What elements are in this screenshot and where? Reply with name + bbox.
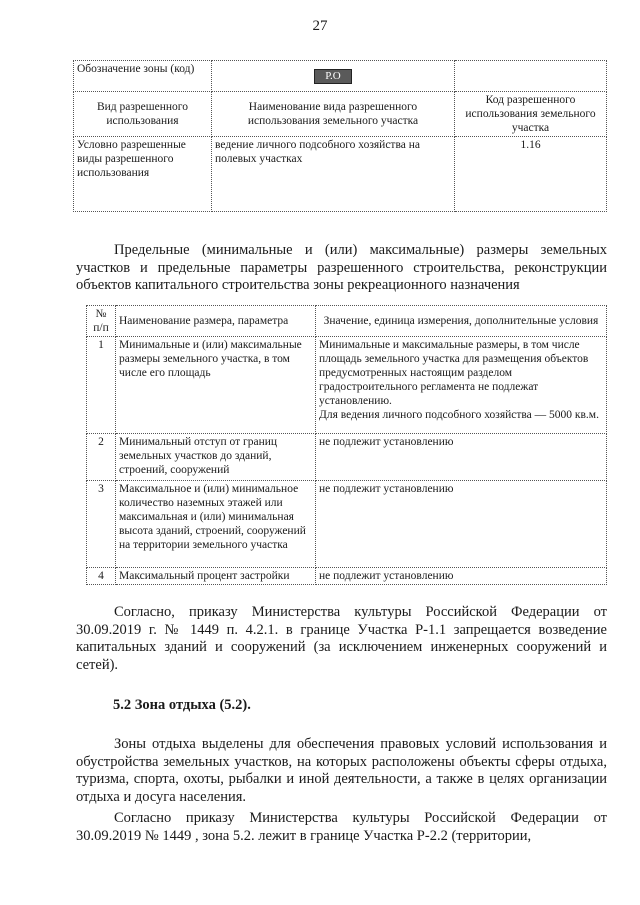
- row-value-note: Для ведения личного подсобного хозяйства — 5000 кв.м.: [319, 409, 599, 421]
- params-title: Предельные (минимальные и (или) максимальные) размеры земельных участков и предельные параметры разрешенного строительства, реконструкции объектов капитального строительства зоны рекреационного назначения: [76, 242, 607, 293]
- row-num: 4: [87, 568, 116, 585]
- zone-table: [73, 60, 607, 212]
- section-heading: 5.2 Зона отдыха (5.2).: [113, 697, 251, 713]
- row-value: не подлежит установлению: [316, 568, 607, 585]
- row-param: Минимальные и (или) максимальные размеры земельного участка, в том числе его площадь: [116, 337, 316, 434]
- header-param: Наименование размера, параметра: [116, 306, 316, 337]
- row-num: 2: [87, 434, 116, 481]
- page-number: 27: [312, 18, 328, 34]
- paragraph-ministry-order-2: Согласно приказу Министерства культуры Российской Федерации от 30.09.2019 № 1449 , зона 5.2. лежит в границе Участка Р-2.2 (территории,: [76, 810, 607, 844]
- use-code-cell: 1.16: [455, 137, 607, 212]
- row-num: 3: [87, 481, 116, 568]
- header-use-name: Наименование вида разрешенного использования земельного участка: [212, 92, 455, 137]
- row-value: не подлежит установлению: [316, 481, 607, 568]
- row-param: Минимальный отступ от границ земельных участков до зданий, строений, сооружений: [116, 434, 316, 481]
- header-value: Значение, единица измерения, дополнительные условия: [316, 306, 607, 337]
- use-type-cell: Условно разрешенные виды разрешенного использования: [74, 137, 212, 212]
- params-table: [86, 305, 607, 585]
- zone-code-row: [74, 61, 607, 92]
- row-value: [316, 337, 607, 434]
- table-row: [87, 434, 607, 481]
- row-value-text: Минимальные и максимальные размеры, в том числе площадь земельного участка для размещения объектов предусмотренных настоящим разделом градостроительного регламента не подлежат установлению.: [319, 339, 589, 407]
- header-use-type: Вид разрешенного использования: [74, 92, 212, 137]
- params-header-row: [87, 306, 607, 337]
- row-param: Максимальный процент застройки: [116, 568, 316, 585]
- paragraph-ministry-order-1: Согласно, приказу Министерства культуры Российской Федерации от 30.09.2019 г. № 1449 п. 4.2.1. в границе Участка Р-1.1 запрещается возведение капитальных зданий и сооружений (за исключением инженерных сооружений и сетей).: [76, 604, 607, 673]
- zone-code-badge: Р.О: [314, 69, 351, 84]
- header-num: № п/п: [87, 306, 116, 337]
- row-value: не подлежит установлению: [316, 434, 607, 481]
- zone-data-row: [74, 137, 607, 212]
- table-row: [87, 337, 607, 434]
- table-row: [87, 481, 607, 568]
- header-use-code: Код разрешенного использования земельного участка: [455, 92, 607, 137]
- row-param: Максимальное и (или) минимальное количество наземных этажей или максимальная и (или) минимальная высота зданий, строений, сооружений на территории земельного участка: [116, 481, 316, 568]
- zone-label: Обозначение зоны (код): [74, 61, 212, 92]
- zone-code-empty-cell: [455, 61, 607, 92]
- zone-code-cell: [212, 61, 455, 92]
- use-name-cell: ведение личного подсобного хозяйства на полевых участках: [212, 137, 455, 212]
- table-row: [87, 568, 607, 585]
- paragraph-zone-purpose: Зоны отдыха выделены для обеспечения правовых условий использования и обустройства земельных участков, на которых расположены объекты сферы отдыха, туризма, спорта, охоты, рыбалки и иной деятельности, а также в целях организации отдыха и досуга населения.: [76, 736, 607, 805]
- row-num: 1: [87, 337, 116, 434]
- zone-header-row: [74, 92, 607, 137]
